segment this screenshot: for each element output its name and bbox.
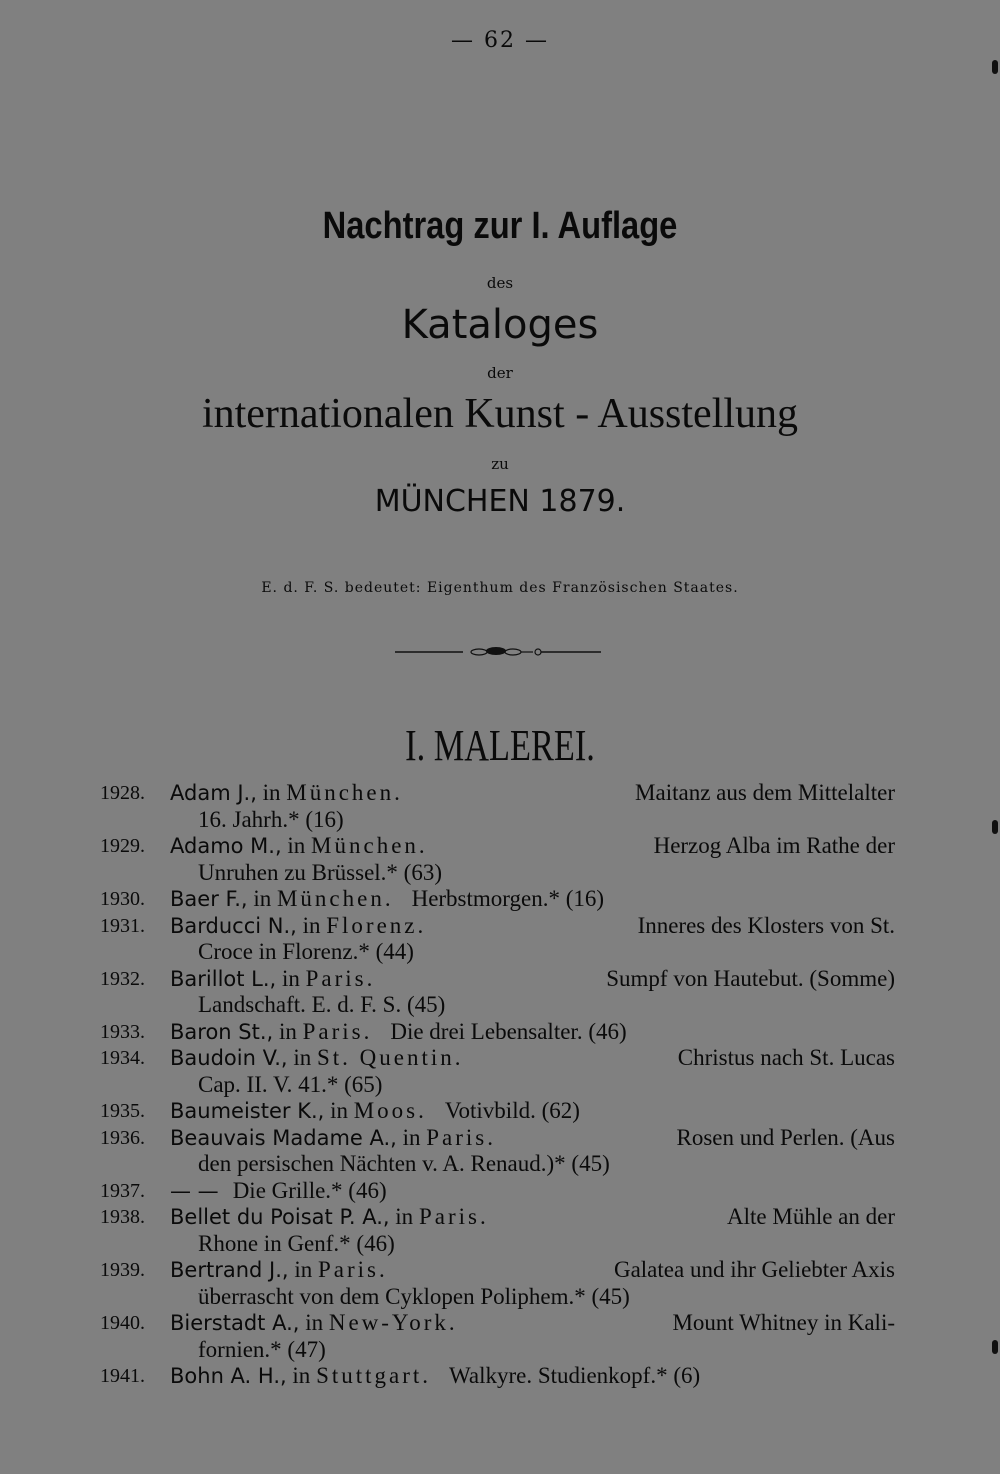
entry-continuation: fornien.* (47) <box>198 1336 326 1362</box>
artist-place: St. Quentin. <box>316 1045 464 1070</box>
artist-name: Barillot L., <box>170 966 277 991</box>
word-der: der <box>487 364 513 382</box>
entry-item <box>0 913 1000 966</box>
entry-body <box>170 1098 895 1125</box>
artist-place: Paris. <box>418 1204 489 1229</box>
preposition: in <box>292 1363 311 1388</box>
entry-item <box>0 886 1000 913</box>
entry-item <box>0 1125 1000 1178</box>
entry-heading <box>170 913 426 940</box>
entry-body <box>170 833 895 886</box>
entry-continuation: Unruhen zu Brüssel.* (63) <box>198 859 443 885</box>
page-title: Nachtrag zur I. Auflage <box>322 205 678 247</box>
entry-continuation: Rhone in Genf.* (46) <box>198 1230 395 1256</box>
preposition: in <box>302 912 321 938</box>
preposition: in <box>287 833 306 858</box>
artwork-title: Votivbild. (62) <box>444 1098 580 1123</box>
entry-continuation: Croce in Florenz.* (44) <box>198 939 414 964</box>
artist-name: Baumeister K., <box>170 1099 325 1123</box>
entry-line <box>170 780 895 807</box>
entry-heading <box>170 1019 372 1046</box>
catalog-title: Kataloges <box>401 302 599 348</box>
entry-item <box>0 1204 1000 1257</box>
entry-heading <box>170 780 403 807</box>
exhibition-title: internationalen Kunst - Ausstellung <box>201 391 799 437</box>
entry-line <box>170 1125 895 1152</box>
artist-name: Bellet du Poisat P. A., <box>170 1205 390 1229</box>
preposition: in <box>305 1310 324 1335</box>
artwork-title: Die Grille.* (46) <box>232 1177 387 1203</box>
entry-number: 1941. <box>100 1365 145 1387</box>
word-des: des <box>486 274 514 292</box>
entry-continuation: 16. Jahrh.* (16) <box>198 806 344 832</box>
preposition: in <box>253 886 272 911</box>
preposition: in <box>262 780 281 805</box>
entry-number: 1933. <box>100 1020 145 1043</box>
artist-place: Moos. <box>353 1098 427 1123</box>
entry-line <box>170 1257 895 1284</box>
edge-mark <box>992 1340 998 1354</box>
entry-item <box>0 1178 1000 1205</box>
preposition: in <box>402 1124 421 1150</box>
artwork-title: Die drei Lebensalter. (46) <box>390 1018 627 1044</box>
preposition: in <box>278 1018 297 1044</box>
artist-name: Bierstadt A., <box>170 1311 300 1335</box>
entry-heading <box>170 833 428 860</box>
entry-number: 1940. <box>100 1312 145 1334</box>
entry-line <box>170 886 895 913</box>
entry-number: 1931. <box>100 914 145 937</box>
artist-name: — — <box>170 1178 219 1203</box>
artwork-title: Inneres des Klosters von St. <box>637 912 895 938</box>
entry-line <box>170 966 895 993</box>
entry-line <box>170 1045 895 1072</box>
artist-place: Paris. <box>317 1257 388 1282</box>
entry-item <box>0 1045 1000 1098</box>
artist-name: Barducci N., <box>170 913 297 938</box>
entry-line <box>170 1098 895 1125</box>
word-zu: zu <box>491 455 509 473</box>
entry-body <box>170 913 895 966</box>
entry-number: 1935. <box>100 1100 145 1122</box>
artist-place: München. <box>276 886 394 911</box>
entry-body <box>170 1363 895 1390</box>
artist-name: Bohn A. H., <box>170 1364 287 1388</box>
preposition: in <box>281 965 300 991</box>
artwork-title: Alte Mühle an der <box>727 1204 895 1229</box>
city-year: MÜNCHEN 1879. <box>374 484 626 519</box>
artwork-title: Galatea und ihr Geliebter Axis <box>613 1257 895 1282</box>
abbreviation-note: E. d. F. S. bedeutet: Eigenthum des Französischen Staates. <box>261 580 739 596</box>
artwork-title: Maitanz aus dem Mittelalter <box>635 780 895 805</box>
entry-continuation: überrascht von dem Cyklopen Poliphem.* (45) <box>198 1283 630 1309</box>
artwork-title: Sumpf von Hautebut. (Somme) <box>606 965 895 991</box>
entry-heading <box>170 1204 489 1231</box>
artist-name: Baer F., <box>170 887 248 911</box>
entry-body <box>170 886 895 913</box>
entry-heading <box>170 1045 464 1072</box>
entry-number: 1928. <box>100 782 145 804</box>
artist-place: München. <box>286 780 403 805</box>
artwork-title: Herzog Alba im Rathe der <box>653 833 895 858</box>
edge-mark <box>992 820 998 834</box>
preposition: in <box>293 1045 312 1070</box>
entry-heading <box>170 1125 496 1152</box>
artist-place: Paris. <box>302 1018 373 1044</box>
entry-number: 1936. <box>100 1126 145 1149</box>
entry-line <box>170 1204 895 1231</box>
entry-number: 1939. <box>100 1259 145 1281</box>
edge-mark <box>992 60 998 74</box>
entry-body <box>170 780 895 833</box>
entry-body <box>170 1204 895 1257</box>
entry-body <box>170 1310 895 1363</box>
entry-number: 1932. <box>100 967 145 990</box>
preposition: in <box>330 1098 348 1123</box>
preposition: in <box>294 1257 313 1282</box>
artwork-title: Walkyre. Studienkopf.* (6) <box>449 1363 701 1388</box>
artwork-title: Herbstmorgen.* (16) <box>411 886 605 911</box>
artist-place: New-York. <box>328 1310 458 1335</box>
entry-heading <box>170 966 375 993</box>
entry-item <box>0 1310 1000 1363</box>
artist-name: Adam J., <box>170 781 257 805</box>
entry-item <box>0 1019 1000 1046</box>
entry-line <box>170 1178 895 1205</box>
artist-place: München. <box>311 833 428 858</box>
entry-line <box>170 833 895 860</box>
artist-place: Paris. <box>426 1124 496 1150</box>
artwork-title: Christus nach St. Lucas <box>677 1045 895 1070</box>
entry-heading <box>170 1098 427 1125</box>
entry-continuation: Landschaft. E. d. F. S. (45) <box>198 992 446 1017</box>
entry-item <box>0 966 1000 1019</box>
entry-number: 1937. <box>100 1179 145 1202</box>
entry-line <box>170 1019 895 1046</box>
entry-body <box>170 1125 895 1178</box>
artist-name: Baron St., <box>170 1019 274 1044</box>
entry-body <box>170 966 895 1019</box>
artist-name: Bertrand J., <box>170 1258 289 1282</box>
entry-item <box>0 1363 1000 1390</box>
entry-body <box>170 1019 895 1046</box>
entry-number: 1934. <box>100 1047 145 1069</box>
artwork-title: Mount Whitney in Kali- <box>672 1310 895 1335</box>
artist-name: Baudoin V., <box>170 1046 288 1070</box>
entry-line <box>170 1363 895 1390</box>
entry-heading <box>170 886 394 913</box>
ornament-divider <box>393 644 603 660</box>
entry-item <box>0 1257 1000 1310</box>
entry-number: 1929. <box>100 835 145 857</box>
artist-name: Adamo M., <box>170 834 282 858</box>
entry-continuation: den persischen Nächten v. A. Renaud.)* (45) <box>198 1151 610 1176</box>
entry-line <box>170 913 895 940</box>
preposition: in <box>395 1204 414 1229</box>
entry-heading <box>170 1310 458 1337</box>
entry-continuation: Cap. II. V. 41.* (65) <box>198 1071 383 1097</box>
section-heading: I. MALEREI. <box>405 721 595 770</box>
entry-item <box>0 833 1000 886</box>
page-number: — 62 — <box>451 28 549 53</box>
entry-heading <box>170 1257 388 1284</box>
entry-body <box>170 1045 895 1098</box>
entry-body <box>170 1257 895 1310</box>
entry-heading <box>170 1363 431 1390</box>
artist-name: Beauvais Madame A., <box>170 1125 397 1150</box>
artwork-title: Rosen und Perlen. (Aus <box>676 1124 895 1150</box>
artist-place: Florenz. <box>326 912 427 938</box>
artist-place: Stuttgart. <box>316 1363 432 1388</box>
entry-number: 1938. <box>100 1206 145 1228</box>
entry-number: 1930. <box>100 888 145 910</box>
entry-item <box>0 1098 1000 1125</box>
entry-list <box>0 780 1000 1390</box>
entry-line <box>170 1310 895 1337</box>
entry-body <box>170 1178 895 1205</box>
artist-place: Paris. <box>305 965 376 991</box>
entry-item <box>0 780 1000 833</box>
entry-heading <box>170 1178 219 1205</box>
